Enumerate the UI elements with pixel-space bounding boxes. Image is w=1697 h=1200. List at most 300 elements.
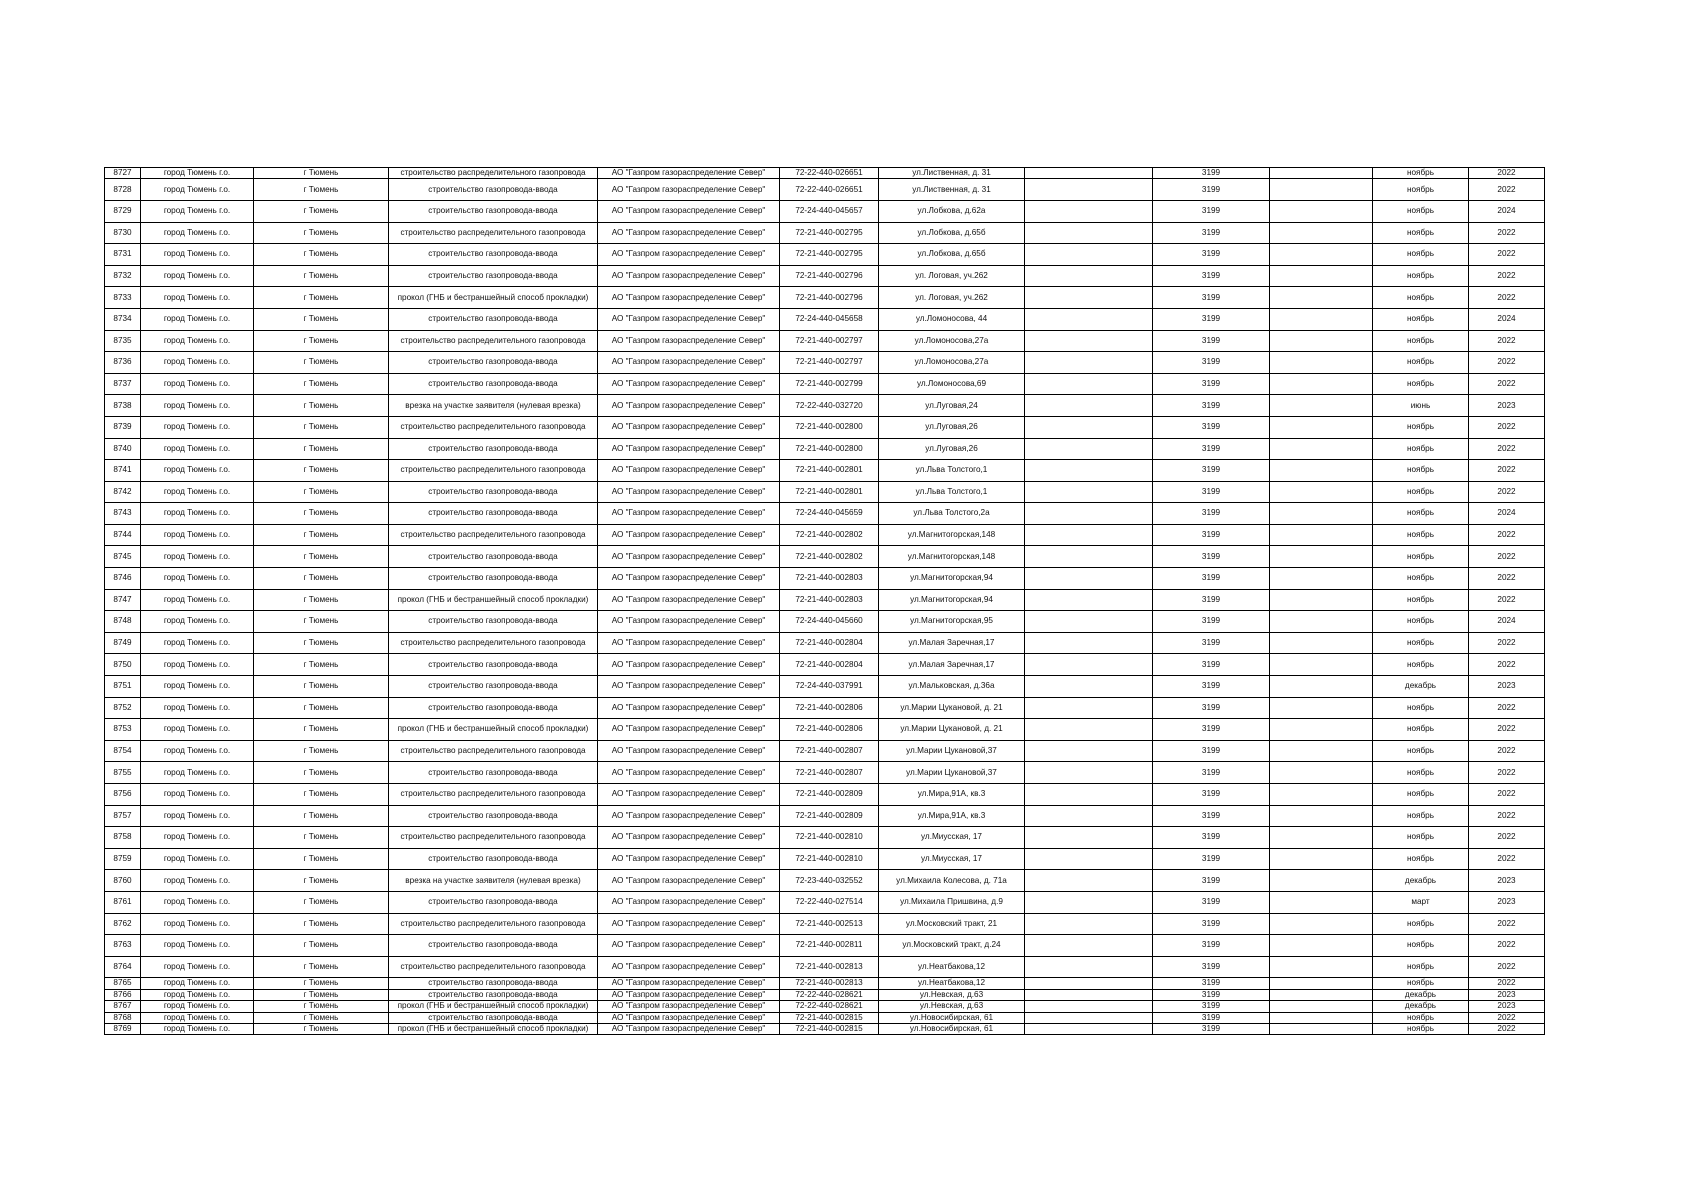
work-type-cell: строительство газопровода-ввода xyxy=(389,179,598,201)
empty-cell xyxy=(1025,308,1153,330)
work-type-cell: строительство газопровода-ввода xyxy=(389,1012,598,1023)
work-type-cell: прокол (ГНБ и бестраншейный способ прокладки) xyxy=(389,1023,598,1034)
organization-cell: АО "Газпром газораспределение Север" xyxy=(598,244,780,266)
address-cell: ул.Лобкова, д.62а xyxy=(879,200,1025,222)
settlement-cell: г Тюмень xyxy=(254,740,389,762)
row-number-cell: 8742 xyxy=(105,481,141,503)
work-type-cell: строительство газопровода-ввода xyxy=(389,481,598,503)
cost-cell: 3199 xyxy=(1153,848,1270,870)
row-number-cell: 8757 xyxy=(105,805,141,827)
work-type-cell: строительство распределительного газопровода xyxy=(389,956,598,978)
request-number-cell: 72-21-440-002809 xyxy=(780,784,879,806)
municipality-cell: город Тюмень г.о. xyxy=(141,168,254,179)
municipality-cell: город Тюмень г.о. xyxy=(141,179,254,201)
work-type-cell: строительство газопровода-ввода xyxy=(389,805,598,827)
month-cell: ноябрь xyxy=(1373,416,1469,438)
row-number-cell: 8755 xyxy=(105,762,141,784)
organization-cell: АО "Газпром газораспределение Север" xyxy=(598,352,780,374)
month-cell: ноябрь xyxy=(1373,200,1469,222)
settlement-cell: г Тюмень xyxy=(254,805,389,827)
empty-cell xyxy=(1270,460,1373,482)
empty-cell xyxy=(1270,222,1373,244)
cost-cell: 3199 xyxy=(1153,1001,1270,1012)
request-number-cell: 72-22-440-028621 xyxy=(780,1001,879,1012)
cost-cell: 3199 xyxy=(1153,416,1270,438)
year-cell: 2024 xyxy=(1469,308,1545,330)
request-number-cell: 72-21-440-002795 xyxy=(780,244,879,266)
settlement-cell: г Тюмень xyxy=(254,416,389,438)
organization-cell: АО "Газпром газораспределение Север" xyxy=(598,481,780,503)
municipality-cell: город Тюмень г.о. xyxy=(141,870,254,892)
work-type-cell: строительство газопровода-ввода xyxy=(389,244,598,266)
empty-cell xyxy=(1025,611,1153,633)
empty-cell xyxy=(1025,179,1153,201)
organization-cell: АО "Газпром газораспределение Север" xyxy=(598,827,780,849)
year-cell: 2023 xyxy=(1469,395,1545,417)
empty-cell xyxy=(1270,308,1373,330)
settlement-cell: г Тюмень xyxy=(254,654,389,676)
address-cell: ул.Магнитогорская,148 xyxy=(879,524,1025,546)
work-type-cell: строительство газопровода-ввода xyxy=(389,200,598,222)
address-cell: ул.Малая Заречная,17 xyxy=(879,632,1025,654)
request-number-cell: 72-21-440-002796 xyxy=(780,265,879,287)
month-cell: ноябрь xyxy=(1373,481,1469,503)
empty-cell xyxy=(1025,1001,1153,1012)
address-cell: ул.Михаила Колесова, д. 71а xyxy=(879,870,1025,892)
organization-cell: АО "Газпром газораспределение Север" xyxy=(598,611,780,633)
row-number-cell: 8765 xyxy=(105,978,141,989)
request-number-cell: 72-21-440-002806 xyxy=(780,697,879,719)
settlement-cell: г Тюмень xyxy=(254,956,389,978)
year-cell: 2022 xyxy=(1469,589,1545,611)
month-cell: ноябрь xyxy=(1373,740,1469,762)
settlement-cell: г Тюмень xyxy=(254,308,389,330)
row-number-cell: 8731 xyxy=(105,244,141,266)
row-number-cell: 8768 xyxy=(105,1012,141,1023)
empty-cell xyxy=(1025,956,1153,978)
empty-cell xyxy=(1025,265,1153,287)
empty-cell xyxy=(1270,265,1373,287)
table-row xyxy=(105,179,1545,201)
address-cell: ул.Марии Цукановой,37 xyxy=(879,740,1025,762)
request-number-cell: 72-21-440-002797 xyxy=(780,330,879,352)
organization-cell: АО "Газпром газораспределение Север" xyxy=(598,1023,780,1034)
row-number-cell: 8738 xyxy=(105,395,141,417)
empty-cell xyxy=(1025,330,1153,352)
municipality-cell: город Тюмень г.о. xyxy=(141,460,254,482)
request-number-cell: 72-21-440-002803 xyxy=(780,589,879,611)
cost-cell: 3199 xyxy=(1153,740,1270,762)
month-cell: ноябрь xyxy=(1373,287,1469,309)
cost-cell: 3199 xyxy=(1153,805,1270,827)
empty-cell xyxy=(1270,762,1373,784)
year-cell: 2022 xyxy=(1469,654,1545,676)
work-type-cell: прокол (ГНБ и бестраншейный способ прокладки) xyxy=(389,287,598,309)
empty-cell xyxy=(1025,935,1153,957)
address-cell: ул.Ломоносова,27а xyxy=(879,330,1025,352)
request-number-cell: 72-21-440-002807 xyxy=(780,762,879,784)
table-row xyxy=(105,265,1545,287)
row-number-cell: 8747 xyxy=(105,589,141,611)
month-cell: декабрь xyxy=(1373,870,1469,892)
cost-cell: 3199 xyxy=(1153,546,1270,568)
empty-cell xyxy=(1025,460,1153,482)
address-cell: ул.Неатбакова,12 xyxy=(879,978,1025,989)
organization-cell: АО "Газпром газораспределение Север" xyxy=(598,179,780,201)
year-cell: 2022 xyxy=(1469,740,1545,762)
settlement-cell: г Тюмень xyxy=(254,438,389,460)
work-type-cell: строительство газопровода-ввода xyxy=(389,308,598,330)
municipality-cell: город Тюмень г.о. xyxy=(141,503,254,525)
request-number-cell: 72-22-440-032720 xyxy=(780,395,879,417)
work-type-cell: строительство газопровода-ввода xyxy=(389,697,598,719)
settlement-cell: г Тюмень xyxy=(254,784,389,806)
organization-cell: АО "Газпром газораспределение Север" xyxy=(598,891,780,913)
row-number-cell: 8730 xyxy=(105,222,141,244)
table-row xyxy=(105,805,1545,827)
empty-cell xyxy=(1270,870,1373,892)
organization-cell: АО "Газпром газораспределение Север" xyxy=(598,373,780,395)
work-type-cell: прокол (ГНБ и бестраншейный способ прокладки) xyxy=(389,719,598,741)
month-cell: ноябрь xyxy=(1373,762,1469,784)
year-cell: 2022 xyxy=(1469,373,1545,395)
address-cell: ул.Новосибирская, 61 xyxy=(879,1012,1025,1023)
month-cell: ноябрь xyxy=(1373,935,1469,957)
month-cell: ноябрь xyxy=(1373,524,1469,546)
month-cell: ноябрь xyxy=(1373,330,1469,352)
work-type-cell: строительство газопровода-ввода xyxy=(389,676,598,698)
month-cell: ноябрь xyxy=(1373,168,1469,179)
address-cell: ул.Ломоносова, 44 xyxy=(879,308,1025,330)
row-number-cell: 8749 xyxy=(105,632,141,654)
spreadsheet-page xyxy=(104,167,1545,1035)
address-cell: ул.Новосибирская, 61 xyxy=(879,1023,1025,1034)
month-cell: июнь xyxy=(1373,395,1469,417)
empty-cell xyxy=(1270,719,1373,741)
year-cell: 2022 xyxy=(1469,956,1545,978)
municipality-cell: город Тюмень г.о. xyxy=(141,827,254,849)
request-number-cell: 72-21-440-002797 xyxy=(780,352,879,374)
settlement-cell: г Тюмень xyxy=(254,989,389,1000)
year-cell: 2022 xyxy=(1469,762,1545,784)
empty-cell xyxy=(1270,546,1373,568)
empty-cell xyxy=(1025,740,1153,762)
table-row xyxy=(105,978,1545,989)
cost-cell: 3199 xyxy=(1153,460,1270,482)
organization-cell: АО "Газпром газораспределение Север" xyxy=(598,805,780,827)
municipality-cell: город Тюмень г.о. xyxy=(141,352,254,374)
empty-cell xyxy=(1270,200,1373,222)
municipality-cell: город Тюмень г.о. xyxy=(141,1012,254,1023)
cost-cell: 3199 xyxy=(1153,870,1270,892)
request-number-cell: 72-21-440-002801 xyxy=(780,481,879,503)
cost-cell: 3199 xyxy=(1153,632,1270,654)
year-cell: 2022 xyxy=(1469,827,1545,849)
cost-cell: 3199 xyxy=(1153,1012,1270,1023)
empty-cell xyxy=(1270,481,1373,503)
request-number-cell: 72-22-440-028621 xyxy=(780,989,879,1000)
municipality-cell: город Тюмень г.о. xyxy=(141,697,254,719)
month-cell: ноябрь xyxy=(1373,352,1469,374)
municipality-cell: город Тюмень г.о. xyxy=(141,913,254,935)
address-cell: ул.Магнитогорская,94 xyxy=(879,589,1025,611)
work-type-cell: строительство газопровода-ввода xyxy=(389,891,598,913)
empty-cell xyxy=(1025,1012,1153,1023)
request-number-cell: 72-21-440-002811 xyxy=(780,935,879,957)
year-cell: 2022 xyxy=(1469,352,1545,374)
municipality-cell: город Тюмень г.о. xyxy=(141,546,254,568)
table-row xyxy=(105,1023,1545,1034)
settlement-cell: г Тюмень xyxy=(254,222,389,244)
table-row xyxy=(105,719,1545,741)
cost-cell: 3199 xyxy=(1153,438,1270,460)
organization-cell: АО "Газпром газораспределение Север" xyxy=(598,589,780,611)
cost-cell: 3199 xyxy=(1153,827,1270,849)
municipality-cell: город Тюмень г.о. xyxy=(141,308,254,330)
work-type-cell: строительство распределительного газопровода xyxy=(389,784,598,806)
empty-cell xyxy=(1270,1023,1373,1034)
empty-cell xyxy=(1025,568,1153,590)
municipality-cell: город Тюмень г.о. xyxy=(141,1023,254,1034)
empty-cell xyxy=(1025,200,1153,222)
year-cell: 2022 xyxy=(1469,481,1545,503)
empty-cell xyxy=(1270,848,1373,870)
year-cell: 2024 xyxy=(1469,611,1545,633)
settlement-cell: г Тюмень xyxy=(254,611,389,633)
table-row xyxy=(105,460,1545,482)
empty-cell xyxy=(1025,654,1153,676)
table-row xyxy=(105,784,1545,806)
empty-cell xyxy=(1025,395,1153,417)
request-number-cell: 72-24-440-045660 xyxy=(780,611,879,633)
month-cell: март xyxy=(1373,891,1469,913)
month-cell: ноябрь xyxy=(1373,978,1469,989)
empty-cell xyxy=(1270,287,1373,309)
empty-cell xyxy=(1025,503,1153,525)
month-cell: декабрь xyxy=(1373,1001,1469,1012)
cost-cell: 3199 xyxy=(1153,611,1270,633)
cost-cell: 3199 xyxy=(1153,308,1270,330)
work-type-cell: строительство распределительного газопровода xyxy=(389,913,598,935)
municipality-cell: город Тюмень г.о. xyxy=(141,1001,254,1012)
empty-cell xyxy=(1270,913,1373,935)
address-cell: ул.Миусская, 17 xyxy=(879,827,1025,849)
settlement-cell: г Тюмень xyxy=(254,870,389,892)
month-cell: ноябрь xyxy=(1373,568,1469,590)
year-cell: 2022 xyxy=(1469,913,1545,935)
table-row xyxy=(105,308,1545,330)
empty-cell xyxy=(1025,805,1153,827)
municipality-cell: город Тюмень г.о. xyxy=(141,287,254,309)
address-cell: ул. Логовая, уч.262 xyxy=(879,265,1025,287)
table-row xyxy=(105,222,1545,244)
empty-cell xyxy=(1025,287,1153,309)
organization-cell: АО "Газпром газораспределение Север" xyxy=(598,870,780,892)
month-cell: ноябрь xyxy=(1373,956,1469,978)
municipality-cell: город Тюмень г.о. xyxy=(141,784,254,806)
row-number-cell: 8732 xyxy=(105,265,141,287)
municipality-cell: город Тюмень г.о. xyxy=(141,200,254,222)
table-row xyxy=(105,481,1545,503)
empty-cell xyxy=(1270,632,1373,654)
municipality-cell: город Тюмень г.о. xyxy=(141,265,254,287)
year-cell: 2024 xyxy=(1469,200,1545,222)
empty-cell xyxy=(1270,989,1373,1000)
table-row xyxy=(105,870,1545,892)
work-type-cell: строительство распределительного газопровода xyxy=(389,827,598,849)
work-type-cell: строительство газопровода-ввода xyxy=(389,935,598,957)
organization-cell: АО "Газпром газораспределение Север" xyxy=(598,956,780,978)
row-number-cell: 8761 xyxy=(105,891,141,913)
organization-cell: АО "Газпром газораспределение Север" xyxy=(598,395,780,417)
table-row xyxy=(105,589,1545,611)
request-number-cell: 72-21-440-002799 xyxy=(780,373,879,395)
organization-cell: АО "Газпром газораспределение Север" xyxy=(598,913,780,935)
address-cell: ул.Луговая,26 xyxy=(879,438,1025,460)
municipality-cell: город Тюмень г.о. xyxy=(141,848,254,870)
settlement-cell: г Тюмень xyxy=(254,676,389,698)
municipality-cell: город Тюмень г.о. xyxy=(141,978,254,989)
year-cell: 2022 xyxy=(1469,265,1545,287)
table-row xyxy=(105,503,1545,525)
organization-cell: АО "Газпром газораспределение Север" xyxy=(598,460,780,482)
row-number-cell: 8751 xyxy=(105,676,141,698)
cost-cell: 3199 xyxy=(1153,287,1270,309)
empty-cell xyxy=(1025,589,1153,611)
work-type-cell: строительство газопровода-ввода xyxy=(389,373,598,395)
address-cell: ул.Невская, д.63 xyxy=(879,1001,1025,1012)
empty-cell xyxy=(1025,222,1153,244)
work-type-cell: строительство газопровода-ввода xyxy=(389,503,598,525)
address-cell: ул.Магнитогорская,148 xyxy=(879,546,1025,568)
table-row xyxy=(105,200,1545,222)
cost-cell: 3199 xyxy=(1153,481,1270,503)
month-cell: ноябрь xyxy=(1373,265,1469,287)
settlement-cell: г Тюмень xyxy=(254,891,389,913)
organization-cell: АО "Газпром газораспределение Север" xyxy=(598,222,780,244)
empty-cell xyxy=(1025,784,1153,806)
year-cell: 2022 xyxy=(1469,524,1545,546)
request-number-cell: 72-21-440-002813 xyxy=(780,978,879,989)
empty-cell xyxy=(1270,805,1373,827)
work-type-cell: врезка на участке заявителя (нулевая врезка) xyxy=(389,870,598,892)
work-type-cell: строительство распределительного газопровода xyxy=(389,632,598,654)
empty-cell xyxy=(1270,330,1373,352)
municipality-cell: город Тюмень г.о. xyxy=(141,438,254,460)
cost-cell: 3199 xyxy=(1153,179,1270,201)
municipality-cell: город Тюмень г.о. xyxy=(141,956,254,978)
row-number-cell: 8746 xyxy=(105,568,141,590)
address-cell: ул.Марии Цукановой, д. 21 xyxy=(879,697,1025,719)
table-row xyxy=(105,352,1545,374)
settlement-cell: г Тюмень xyxy=(254,935,389,957)
address-cell: ул.Ломоносова,69 xyxy=(879,373,1025,395)
cost-cell: 3199 xyxy=(1153,330,1270,352)
cost-cell: 3199 xyxy=(1153,989,1270,1000)
municipality-cell: город Тюмень г.о. xyxy=(141,395,254,417)
empty-cell xyxy=(1270,568,1373,590)
organization-cell: АО "Газпром газораспределение Север" xyxy=(598,168,780,179)
request-number-cell: 72-21-440-002513 xyxy=(780,913,879,935)
address-cell: ул.Миусская, 17 xyxy=(879,848,1025,870)
request-number-cell: 72-24-440-037991 xyxy=(780,676,879,698)
settlement-cell: г Тюмень xyxy=(254,568,389,590)
table-row xyxy=(105,524,1545,546)
year-cell: 2023 xyxy=(1469,1001,1545,1012)
row-number-cell: 8763 xyxy=(105,935,141,957)
settlement-cell: г Тюмень xyxy=(254,265,389,287)
organization-cell: АО "Газпром газораспределение Север" xyxy=(598,1012,780,1023)
row-number-cell: 8743 xyxy=(105,503,141,525)
row-number-cell: 8727 xyxy=(105,168,141,179)
settlement-cell: г Тюмень xyxy=(254,352,389,374)
address-cell: ул.Льва Толстого,1 xyxy=(879,460,1025,482)
table-row xyxy=(105,373,1545,395)
empty-cell xyxy=(1270,168,1373,179)
row-number-cell: 8728 xyxy=(105,179,141,201)
request-number-cell: 72-21-440-002800 xyxy=(780,416,879,438)
empty-cell xyxy=(1025,632,1153,654)
month-cell: декабрь xyxy=(1373,989,1469,1000)
municipality-cell: город Тюмень г.о. xyxy=(141,611,254,633)
settlement-cell: г Тюмень xyxy=(254,200,389,222)
month-cell: ноябрь xyxy=(1373,1023,1469,1034)
cost-cell: 3199 xyxy=(1153,244,1270,266)
empty-cell xyxy=(1270,697,1373,719)
organization-cell: АО "Газпром газораспределение Север" xyxy=(598,989,780,1000)
row-number-cell: 8764 xyxy=(105,956,141,978)
municipality-cell: город Тюмень г.о. xyxy=(141,568,254,590)
year-cell: 2022 xyxy=(1469,287,1545,309)
row-number-cell: 8756 xyxy=(105,784,141,806)
empty-cell xyxy=(1270,1012,1373,1023)
row-number-cell: 8767 xyxy=(105,1001,141,1012)
cost-cell: 3199 xyxy=(1153,913,1270,935)
empty-cell xyxy=(1025,978,1153,989)
month-cell: ноябрь xyxy=(1373,805,1469,827)
month-cell: ноябрь xyxy=(1373,697,1469,719)
work-type-cell: строительство газопровода-ввода xyxy=(389,265,598,287)
cost-cell: 3199 xyxy=(1153,503,1270,525)
row-number-cell: 8745 xyxy=(105,546,141,568)
address-cell: ул.Мира,91А, кв.3 xyxy=(879,805,1025,827)
row-number-cell: 8736 xyxy=(105,352,141,374)
empty-cell xyxy=(1025,913,1153,935)
request-number-cell: 72-21-440-002806 xyxy=(780,719,879,741)
cost-cell: 3199 xyxy=(1153,200,1270,222)
work-type-cell: строительство газопровода-ввода xyxy=(389,989,598,1000)
address-cell: ул.Лобкова, д.65б xyxy=(879,222,1025,244)
cost-cell: 3199 xyxy=(1153,1023,1270,1034)
row-number-cell: 8753 xyxy=(105,719,141,741)
cost-cell: 3199 xyxy=(1153,891,1270,913)
settlement-cell: г Тюмень xyxy=(254,762,389,784)
empty-cell xyxy=(1025,827,1153,849)
table-row xyxy=(105,330,1545,352)
settlement-cell: г Тюмень xyxy=(254,503,389,525)
municipality-cell: город Тюмень г.о. xyxy=(141,481,254,503)
organization-cell: АО "Газпром газораспределение Север" xyxy=(598,784,780,806)
empty-cell xyxy=(1270,395,1373,417)
table-row xyxy=(105,697,1545,719)
month-cell: ноябрь xyxy=(1373,589,1469,611)
settlement-cell: г Тюмень xyxy=(254,632,389,654)
settlement-cell: г Тюмень xyxy=(254,697,389,719)
empty-cell xyxy=(1025,416,1153,438)
address-cell: ул.Малая Заречная,17 xyxy=(879,654,1025,676)
empty-cell xyxy=(1025,168,1153,179)
row-number-cell: 8744 xyxy=(105,524,141,546)
